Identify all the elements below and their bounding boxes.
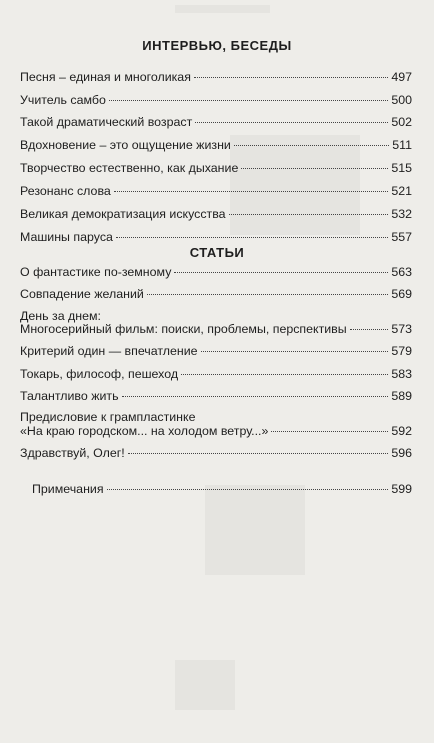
toc-entry-notes <box>32 482 412 497</box>
toc-entry-page: 497 <box>391 70 412 84</box>
toc-entry-title: «На краю городском... на холодом ветру...» <box>20 424 269 438</box>
toc-entry-page: 563 <box>391 265 412 279</box>
toc-entry <box>20 424 412 439</box>
leader-dots <box>174 272 388 273</box>
show-through-block <box>205 485 305 575</box>
toc-entry-title: Учитель самбо <box>20 93 106 107</box>
toc-entry-page: 592 <box>391 424 412 438</box>
toc-entry-title: Критерий один — впечатление <box>20 344 198 358</box>
toc-entry-prefix: День за днем: <box>20 309 101 323</box>
toc-entry-title: Резонанс слова <box>20 184 111 198</box>
leader-dots <box>122 396 389 397</box>
leader-dots <box>107 489 389 490</box>
toc-entry-title: Токарь, философ, пешеход <box>20 367 179 381</box>
toc-entry <box>20 230 412 245</box>
toc-entry-title: Вдохновение – это ощущение жизни <box>20 138 231 152</box>
toc-entry <box>20 367 412 382</box>
leader-dots <box>350 329 389 330</box>
toc-entry <box>20 93 412 108</box>
toc-entry <box>20 287 412 302</box>
toc-entry-title: Совпадение желаний <box>20 287 144 301</box>
toc-entry-page: 500 <box>391 93 412 107</box>
leader-dots <box>116 237 388 238</box>
toc-entry-page: 573 <box>391 322 412 336</box>
toc-entry-title: О фантастике по-земному <box>20 265 172 279</box>
leader-dots <box>229 214 389 215</box>
toc-entry-title: Примечания <box>32 482 104 496</box>
toc-entry-title: Машины паруса <box>20 230 113 244</box>
toc-entry <box>20 389 412 404</box>
toc-entry <box>20 161 412 176</box>
leader-dots <box>181 374 388 375</box>
toc-entry-page: 532 <box>391 207 412 221</box>
leader-dots <box>114 191 389 192</box>
toc-entry <box>20 70 412 85</box>
toc-entry <box>20 344 412 359</box>
toc-entry-title: Великая демократизация искусства <box>20 207 226 221</box>
toc-entry-title: Песня – единая и многоликая <box>20 70 191 84</box>
toc-entry <box>20 184 412 199</box>
toc-entry-page: 502 <box>391 115 412 129</box>
toc-entry-page: 599 <box>391 482 412 496</box>
toc-entry-page: 511 <box>392 138 412 152</box>
leader-dots <box>271 431 388 432</box>
toc-entry-title: Многосерийный фильм: поиски, проблемы, перспективы <box>20 322 347 336</box>
leader-dots <box>195 122 388 123</box>
show-through-block <box>175 660 235 710</box>
toc-entry-page: 579 <box>391 344 412 358</box>
leader-dots <box>128 453 389 454</box>
leader-dots <box>194 77 388 78</box>
leader-dots <box>234 145 389 146</box>
leader-dots <box>109 100 388 101</box>
toc-entry-page: 589 <box>391 389 412 403</box>
leader-dots <box>201 351 389 352</box>
leader-dots <box>241 168 388 169</box>
show-through-block <box>175 5 270 13</box>
toc-entry <box>20 446 412 461</box>
toc-entry-page: 521 <box>391 184 412 198</box>
toc-entry-title: Такой драматический возраст <box>20 115 193 129</box>
toc-entry <box>20 322 412 337</box>
toc-entry <box>20 265 412 280</box>
toc-entry-page: 515 <box>391 161 412 175</box>
toc-entry <box>20 207 412 222</box>
toc-entry-page: 596 <box>391 446 412 460</box>
toc-entry-page: 569 <box>391 287 412 301</box>
section-title-articles: СТАТЬИ <box>189 245 245 260</box>
toc-entry-page: 557 <box>391 230 412 244</box>
section-title-interviews: ИНТЕРВЬЮ, БЕСЕДЫ <box>142 38 292 53</box>
toc-entry-title: Здравствуй, Олег! <box>20 446 125 460</box>
toc-entry <box>20 115 412 130</box>
toc-entry-title: Творчество естественно, как дыхание <box>20 161 239 175</box>
toc-entry-title: Талантливо жить <box>20 389 119 403</box>
toc-entry-prefix: Предисловие к грампластинке <box>20 410 196 424</box>
leader-dots <box>147 294 388 295</box>
toc-entry <box>20 138 412 153</box>
toc-entry-page: 583 <box>391 367 412 381</box>
